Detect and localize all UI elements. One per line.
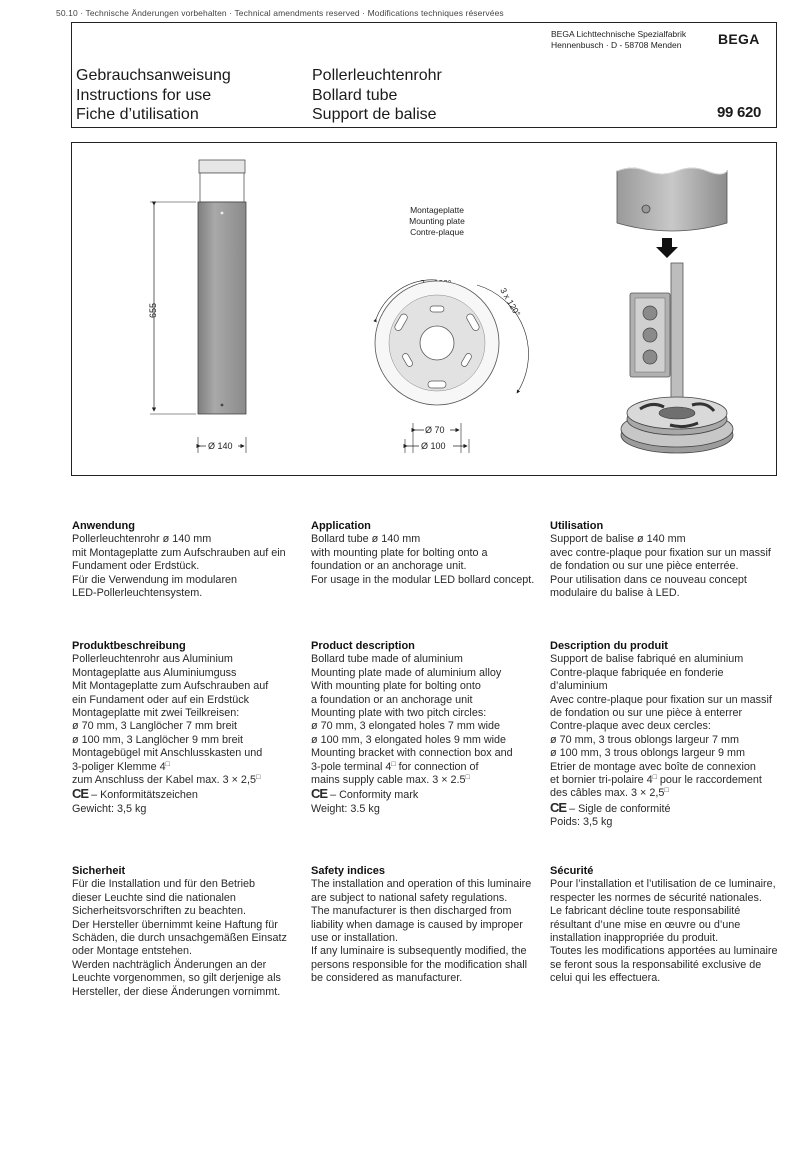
section-heading: Sicherheit xyxy=(72,865,126,877)
plate-title-fr: Contre-plaque xyxy=(410,227,464,237)
section-heading: Anwendung xyxy=(72,520,135,532)
text-line: Mounting bracket with connection box and xyxy=(311,747,513,760)
text-line: Bollard tube ø 140 mm xyxy=(311,533,421,546)
text-line: ø 100 mm, 3 elongated holes 9 mm wide xyxy=(311,733,507,746)
text-line: are subject to national safety regulations. xyxy=(311,891,508,904)
text-line: ø 100 mm, 3 trous oblongs largeur 9 mm xyxy=(550,747,746,760)
cable-line: des câbles max. 3 × 2,5□ xyxy=(550,787,669,800)
terminal-line: 3-pole terminal 4□ for connection of xyxy=(311,760,479,773)
circle-70-label: Ø 70 xyxy=(425,425,445,435)
section-heading: Description du produit xyxy=(550,640,668,652)
text-line: Pour utilisation dans ce nouveau concept xyxy=(550,573,747,586)
section-heading: Safety indices xyxy=(311,865,385,877)
plate-title-de: Montageplatte xyxy=(410,205,464,215)
title-de: Gebrauchsanweisung xyxy=(76,67,231,84)
text-line: Mounting plate made of aluminium alloy xyxy=(311,666,502,679)
conformity-line: CE – Konformitätszeichen xyxy=(72,786,198,802)
company-line: BEGA Lichttechnische Spezialfabrik xyxy=(551,29,687,39)
text-line: avec contre-plaque pour fixation sur un massif xyxy=(550,546,771,559)
section-heading: Produktbeschreibung xyxy=(72,640,186,652)
text-line: se feront sous la responsabilité exclusive de xyxy=(550,958,762,971)
article-number: 99 620 xyxy=(717,104,762,121)
text-line: Bollard tube made of aluminium xyxy=(311,653,463,666)
text-line: d’aluminium xyxy=(550,680,608,693)
product-title-en: Bollard tube xyxy=(312,86,398,104)
german-application xyxy=(72,520,310,600)
drawing-canvas xyxy=(72,143,778,477)
text-line: respecter les normes de sécurité nationales. xyxy=(550,891,762,904)
english-safety xyxy=(311,865,549,986)
english-description xyxy=(311,640,549,816)
title-en: Instructions for use xyxy=(76,86,212,104)
technical-drawing xyxy=(71,142,777,476)
text-line: persons responsible for the modification shall xyxy=(311,958,528,971)
french-application xyxy=(550,520,788,600)
french-safety xyxy=(550,865,788,986)
ce-mark-icon: CE xyxy=(311,786,328,802)
text-line: Contre-plaque avec deux cercles: xyxy=(550,720,711,733)
text-line: Fundament oder Erdstück. xyxy=(72,560,200,573)
text-line: Le fabricant décline toute responsabilité xyxy=(550,905,741,918)
text-line: Montageplatte aus Aluminiumguss xyxy=(72,666,237,679)
angle-label-outer: 3 x 120° xyxy=(498,286,523,319)
text-line: mit Montageplatte zum Aufschrauben auf ein xyxy=(72,546,286,559)
text-line: be considered as manufacturer. xyxy=(311,972,463,985)
text-line: With mounting plate for bolting onto xyxy=(311,680,481,693)
text-line: modulaire du balise à LED. xyxy=(550,587,680,600)
tube-diameter-label: Ø 140 xyxy=(208,441,233,451)
text-line: ø 70 mm, 3 elongated holes 7 mm wide xyxy=(311,720,501,733)
text-line: Pour l’installation et l’utilisation de ce luminaire, xyxy=(550,878,776,891)
german-safety xyxy=(72,865,310,999)
text-line: Support de balise ø 140 mm xyxy=(550,533,686,546)
text-line: Mounting plate with two pitch circles: xyxy=(311,707,487,720)
text-line: Pollerleuchtenrohr aus Aluminium xyxy=(72,653,233,666)
assembly-view xyxy=(617,168,733,453)
text-line: Schäden, die durch unsachgemäßen Einsatz xyxy=(72,932,287,945)
circle-100-label: Ø 100 xyxy=(421,441,446,451)
product-title-fr: Support de balise xyxy=(312,106,437,123)
section-heading: Product description xyxy=(311,640,415,652)
cable-line: zum Anschluss der Kabel max. 3 × 2,5□ xyxy=(72,774,261,787)
text-line: Contre-plaque fabriquée en fonderie xyxy=(550,666,724,679)
text-line: Support de balise fabriqué en aluminium xyxy=(550,653,744,666)
text-line: Montagebügel mit Anschlusskasten und xyxy=(72,747,263,760)
text-line: Leuchte vorgenommen, so gilt derjenige als xyxy=(72,972,281,985)
weight-line: Poids: 3,5 kg xyxy=(550,816,613,829)
weight-line: Weight: 3.5 kg xyxy=(311,802,380,815)
bollard-side-view xyxy=(148,160,246,453)
text-line: installation inappropriée du produit. xyxy=(550,932,719,945)
text-line: foundation or an anchorage unit. xyxy=(311,560,467,573)
text-line: with mounting plate for bolting onto a xyxy=(311,546,488,559)
text-line: Etrier de montage avec boîte de connexion xyxy=(550,760,756,773)
section-heading: Sécurité xyxy=(550,865,594,877)
text-line: Werden nachträglich Änderungen an der xyxy=(72,958,267,971)
section-heading: Application xyxy=(311,520,371,532)
text-line: If any luminaire is subsequently modified, the xyxy=(311,945,527,958)
document-type-titles xyxy=(76,66,231,125)
french-description xyxy=(550,640,788,830)
company-address xyxy=(551,29,686,51)
text-line: The manufacturer is then discharged from xyxy=(311,905,512,918)
ce-mark-icon: CE xyxy=(72,786,89,802)
text-line: Pollerleuchtenrohr ø 140 mm xyxy=(72,533,212,546)
text-line: a foundation or an anchorage unit xyxy=(311,693,473,706)
terminal-line: et bornier tri-polaire 4□ pour le raccordement xyxy=(550,774,762,787)
text-line: ø 70 mm, 3 Langlöcher 7 mm breit xyxy=(72,720,238,733)
revision-note: 50.10 · Technische Änderungen vorbehalten · Technical amendments reserved · Modifications techniques réservées xyxy=(56,8,504,18)
text-line: celui qui les effectuera. xyxy=(550,972,661,985)
text-line: de fondation ou sur une pièce enterrée. xyxy=(550,560,739,573)
ce-mark-icon: CE xyxy=(550,799,567,815)
text-line: ø 70 mm, 3 trous oblongs largeur 7 mm xyxy=(550,733,740,746)
german-description xyxy=(72,640,310,816)
conformity-line: CE – Sigle de conformité xyxy=(550,799,671,815)
english-application xyxy=(311,520,549,587)
text-line: Toutes les modifications apportées au luminaire xyxy=(550,945,778,958)
text-line: The installation and operation of this luminaire xyxy=(311,878,532,891)
text-line: dieser Leuchte sind die nationalen xyxy=(72,891,236,904)
company-line: Hennenbusch · D - 58708 Menden xyxy=(551,40,682,50)
text-line: LED-Pollerleuchtensystem. xyxy=(72,587,203,600)
text-line: For usage in the modular LED bollard concept. xyxy=(311,573,535,586)
mounting-plate-view xyxy=(375,205,528,453)
text-line: Mit Montageplatte zum Aufschrauben auf xyxy=(72,680,269,693)
text-line: Avec contre-plaque pour fixation sur un massif xyxy=(550,693,772,706)
weight-line: Gewicht: 3,5 kg xyxy=(72,802,147,815)
text-line: résultant d’une mise en œuvre ou d’une xyxy=(550,918,741,931)
section-heading: Utilisation xyxy=(550,520,604,532)
text-line: Montageplatte mit zwei Teilkreisen: xyxy=(72,707,240,720)
plate-title-en: Mounting plate xyxy=(409,216,465,226)
height-dimension-label: 655 xyxy=(148,302,158,318)
text-line: oder Montage entstehen. xyxy=(72,945,193,958)
text-line: de fondation ou sur une pièce à enterrer xyxy=(550,707,743,720)
text-line: ø 100 mm, 3 Langlöcher 9 mm breit xyxy=(72,733,244,746)
text-line: use or installation. xyxy=(311,932,399,945)
text-line: Der Hersteller übernimmt keine Haftung für xyxy=(72,918,278,931)
product-titles xyxy=(312,66,442,125)
terminal-line: 3-poliger Klemme 4□ xyxy=(72,760,170,773)
text-line: Sicherheitsvorschriften zu beachten. xyxy=(72,905,247,918)
title-fr: Fiche d’utilisation xyxy=(76,106,199,123)
conformity-line: CE – Conformity mark xyxy=(311,786,419,802)
text-line: ein Fundament oder auf ein Erdstück xyxy=(72,693,250,706)
cable-line: mains supply cable max. 3 × 2.5□ xyxy=(311,774,470,787)
text-line: Für die Installation und für den Betrieb xyxy=(72,878,256,891)
text-line: liability when damage is caused by improper xyxy=(311,918,523,931)
text-line: Für die Verwendung im modularen xyxy=(72,573,238,586)
product-title-de: Pollerleuchtenrohr xyxy=(312,67,442,84)
text-line: Hersteller, der diese Änderungen vornimmt. xyxy=(72,985,281,998)
brand-logo: BEGA xyxy=(718,31,760,47)
